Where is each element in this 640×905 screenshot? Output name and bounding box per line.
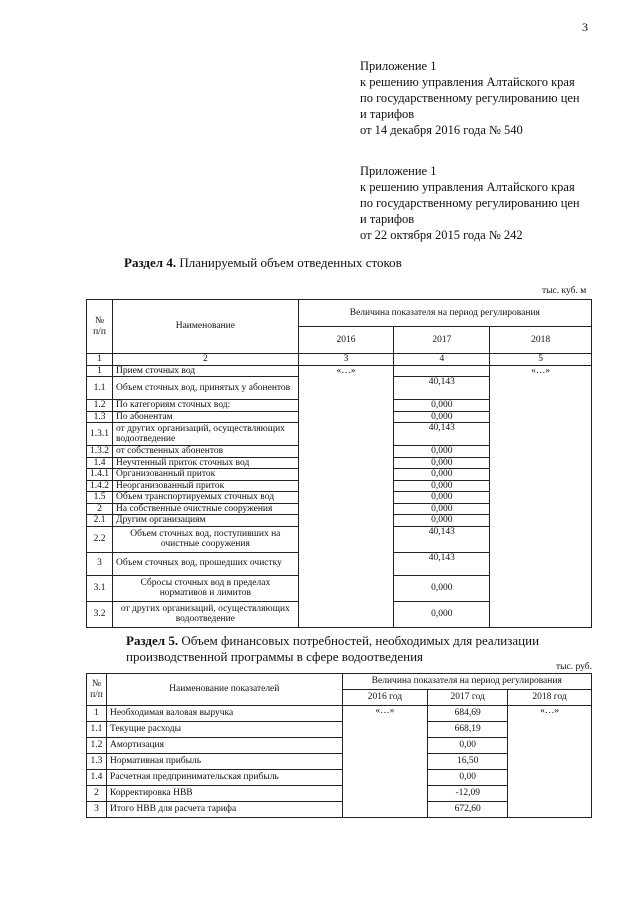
appendix-line: и тарифов: [360, 107, 415, 121]
row-name: Амортизация: [106, 738, 342, 754]
row-name: На собственные очистные сооружения: [113, 503, 299, 515]
row-num: 1.4: [87, 770, 107, 786]
row-value-2017: 0,000: [394, 503, 490, 515]
row-value-2017: 0,000: [394, 457, 490, 469]
section4-title-text: Планируемый объем отведенных стоков: [176, 255, 402, 270]
section4-title: [124, 255, 402, 271]
header-name: Наименование: [113, 300, 299, 354]
row-value-2017: 0,000: [394, 469, 490, 481]
row-value-2017: 0,000: [394, 411, 490, 423]
row-name: Объем сточных вод, поступивших на очистные сооружения: [113, 526, 299, 552]
row-num: 1: [87, 706, 107, 722]
row-value-2017: 0,000: [394, 400, 490, 412]
row-value-2017: 16,50: [428, 754, 508, 770]
row-value-2017: 40,143: [394, 526, 490, 552]
row-name: Организованный приток: [113, 469, 299, 481]
header-group: Величина показателя на период регулирования: [298, 300, 591, 327]
appendix-line: от 14 декабря 2016 года № 540: [360, 123, 523, 137]
row-num: 1.3.1: [87, 423, 113, 446]
appendix-line: и тарифов: [360, 212, 415, 226]
col-number: 5: [490, 354, 592, 366]
row-name: Итого НВВ для расчета тарифа: [106, 802, 342, 818]
row-num: 3: [87, 552, 113, 575]
row-value-2017: 0,00: [428, 738, 508, 754]
row-num: 1.3.2: [87, 446, 113, 458]
header-num: № п/п: [87, 674, 107, 706]
col-number: 2: [113, 354, 299, 366]
row-name: Нормативная прибыль: [106, 754, 342, 770]
appendix-block-1: [360, 58, 580, 138]
appendix-line: от 22 октября 2015 года № 242: [360, 228, 523, 242]
value-2018-placeholder: «…»: [490, 365, 592, 627]
appendix-block-2: [360, 163, 580, 243]
row-value-2017: 0,000: [394, 492, 490, 504]
row-name: Текущие расходы: [106, 722, 342, 738]
row-name: Неучтенный приток сточных вод: [113, 457, 299, 469]
col-number: 1: [87, 354, 113, 366]
value-2016-placeholder: «…»: [342, 706, 428, 818]
row-value-2017: 0,000: [394, 480, 490, 492]
header-2017: 2017 год: [428, 690, 508, 706]
row-value-2017: 40,143: [394, 377, 490, 400]
row-value-2017: 0,000: [394, 515, 490, 527]
value-2018-placeholder: «…»: [508, 706, 592, 818]
row-num: 1: [87, 365, 113, 377]
col-number: 3: [298, 354, 394, 366]
row-value-2017: 0,000: [394, 601, 490, 627]
header-2018: 2018 год: [508, 690, 592, 706]
section4-table: [86, 299, 592, 628]
page-number: 3: [582, 20, 588, 34]
row-name: Объем сточных вод, прошедших очистку: [113, 552, 299, 575]
header-2018: 2018: [490, 327, 592, 354]
appendix-line: Приложение 1: [360, 164, 437, 178]
section4-title-number: Раздел 4.: [124, 255, 177, 270]
row-num: 3.1: [87, 575, 113, 601]
row-num: 1.2: [87, 738, 107, 754]
row-num: 1.3: [87, 754, 107, 770]
row-num: 3: [87, 802, 107, 818]
header-name: Наименование показателей: [106, 674, 342, 706]
header-group: Величина показателя на период регулирования: [342, 674, 591, 690]
table-row: [87, 365, 592, 377]
row-name: Сбросы сточных вод в пределах нормативов и лимитов: [113, 575, 299, 601]
row-num: 2: [87, 503, 113, 515]
row-num: 1.3: [87, 411, 113, 423]
table-row: [87, 706, 592, 722]
row-value-2017: [394, 365, 490, 377]
row-name: Другим организациям: [113, 515, 299, 527]
row-name: Расчетная предпринимательская прибыль: [106, 770, 342, 786]
appendix-line: к решению управления Алтайского края: [360, 75, 575, 89]
row-value-2017: 668,19: [428, 722, 508, 738]
row-name: Объем сточных вод, принятых у абонентов: [113, 377, 299, 400]
row-value-2017: 684,69: [428, 706, 508, 722]
appendix-line: к решению управления Алтайского края: [360, 180, 575, 194]
row-num: 2: [87, 786, 107, 802]
row-value-2017: 0,000: [394, 446, 490, 458]
row-value-2017: 672,60: [428, 802, 508, 818]
row-num: 3.2: [87, 601, 113, 627]
row-name: от собственных абонентов: [113, 446, 299, 458]
appendix-line: Приложение 1: [360, 59, 437, 73]
row-num: 1.4.1: [87, 469, 113, 481]
row-name: Неорганизованный приток: [113, 480, 299, 492]
section4-unit: тыс. куб. м: [542, 286, 587, 296]
section5-table: [86, 673, 592, 818]
col-number: 4: [394, 354, 490, 366]
row-value-2017: 40,143: [394, 423, 490, 446]
appendix-line: по государственному регулированию цен: [360, 91, 580, 105]
row-num: 1.1: [87, 377, 113, 400]
value-2016-placeholder: «…»: [298, 365, 394, 627]
row-value-2017: 40,143: [394, 552, 490, 575]
section5-title-number: Раздел 5.: [126, 633, 179, 648]
row-name: Прием сточных вод: [113, 365, 299, 377]
row-name: По категориям сточных вод:: [113, 400, 299, 412]
row-value-2017: -12,09: [428, 786, 508, 802]
row-name: Объем транспортируемых сточных вод: [113, 492, 299, 504]
section5-title-text: Объем финансовых потребностей, необходимых для реализации производственной программы в сфере водоотведения: [126, 633, 540, 664]
header-2017: 2017: [394, 327, 490, 354]
header-2016: 2016: [298, 327, 394, 354]
row-num: 1.4: [87, 457, 113, 469]
appendix-line: по государственному регулированию цен: [360, 196, 580, 210]
row-value-2017: 0,00: [428, 770, 508, 786]
row-num: 1.2: [87, 400, 113, 412]
row-num: 1.1: [87, 722, 107, 738]
row-value-2017: 0,000: [394, 575, 490, 601]
row-num: 1.5: [87, 492, 113, 504]
row-num: 2.1: [87, 515, 113, 527]
row-num: 2.2: [87, 526, 113, 552]
section5-title: [126, 633, 592, 665]
header-2016: 2016 год: [342, 690, 428, 706]
row-name: от других организаций, осуществляющих водоотведение: [113, 601, 299, 627]
row-num: 1.4.2: [87, 480, 113, 492]
section5-unit: тыс. руб.: [556, 662, 592, 672]
header-num: № п/п: [87, 300, 113, 354]
row-name: Корректировка НВВ: [106, 786, 342, 802]
row-name: Необходимая валовая выручка: [106, 706, 342, 722]
row-name: По абонентам: [113, 411, 299, 423]
row-name: от других организаций, осуществляющих водоотведение: [113, 423, 299, 446]
